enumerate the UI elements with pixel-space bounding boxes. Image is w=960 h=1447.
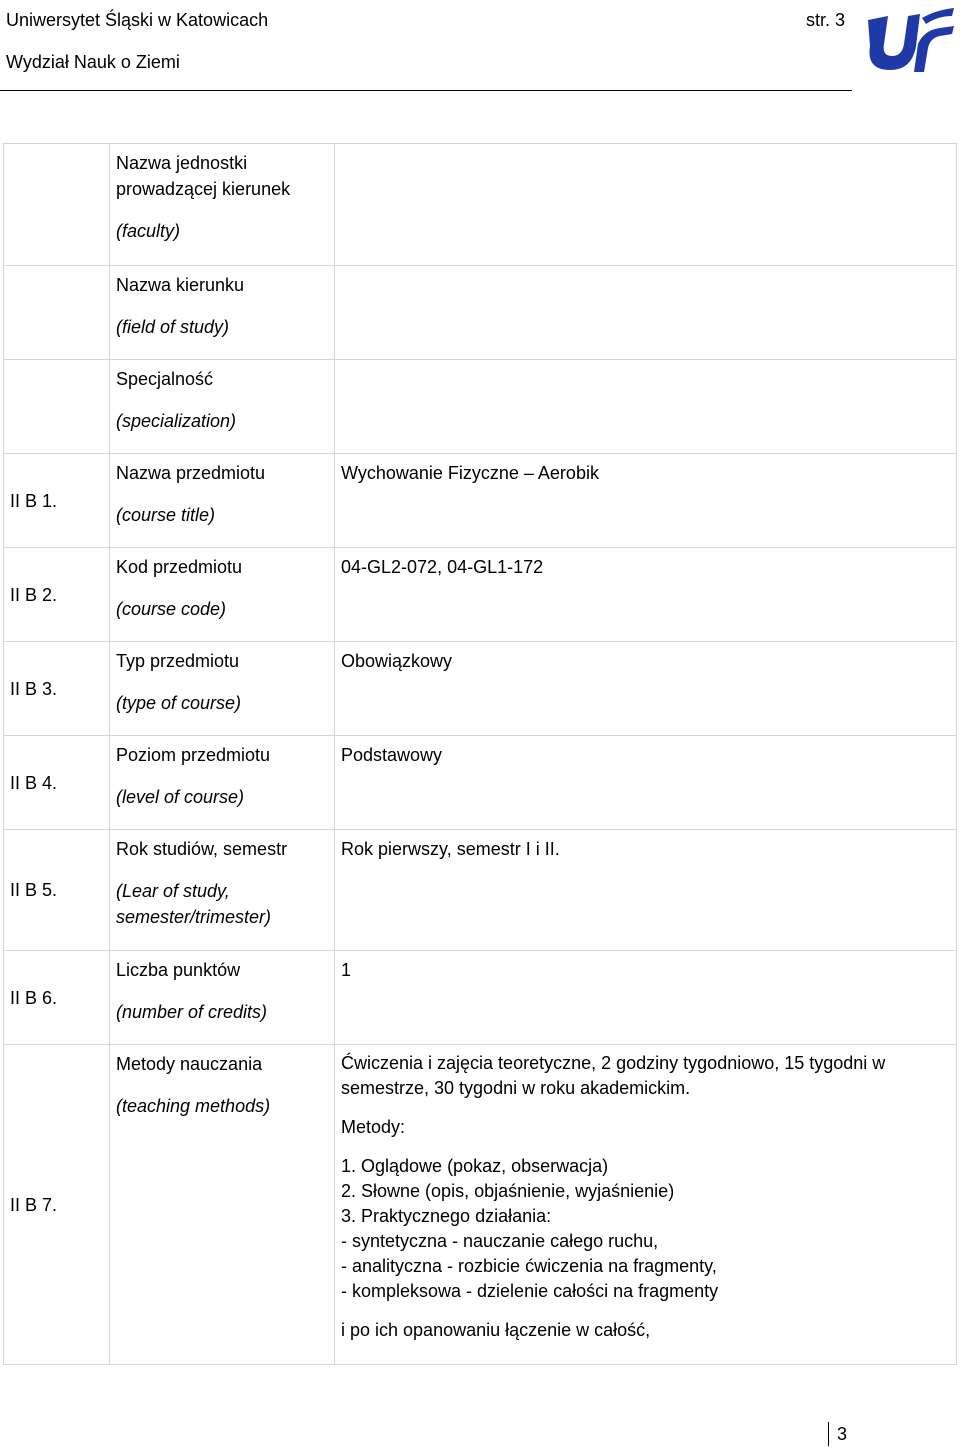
row-value: Obowiązkowy — [335, 642, 957, 736]
row-label: Typ przedmiotu — [116, 651, 240, 671]
row-value — [335, 266, 957, 360]
methods-list — [341, 1154, 950, 1304]
methods-closing: i po ich opanowaniu łączenie w całość, — [341, 1320, 651, 1340]
row-label: Metody nauczania — [116, 1054, 263, 1074]
row-value: Rok pierwszy, semestr I i II. — [335, 830, 957, 951]
row-number — [4, 266, 110, 360]
list-item: - kompleksowa - dzielenie całości na fragmenty — [341, 1281, 719, 1301]
row-number: II B 4. — [4, 736, 110, 830]
row-sublabel: (course title) — [116, 505, 216, 525]
row-label: Nazwa przedmiotu — [116, 463, 266, 483]
header-rule — [0, 90, 852, 91]
row-number: II B 1. — [4, 454, 110, 548]
row-number: II B 5. — [4, 830, 110, 951]
row-number — [4, 144, 110, 266]
course-table — [3, 143, 957, 1365]
row-number: II B 2. — [4, 548, 110, 642]
row-label-cell — [110, 951, 335, 1045]
row-label: Nazwa kierunku — [116, 275, 245, 295]
row-value: 1 — [335, 951, 957, 1045]
row-label-cell — [110, 144, 335, 266]
list-item: 2. Słowne (opis, objaśnienie, wyjaśnienie) — [341, 1181, 675, 1201]
row-label-cell — [110, 548, 335, 642]
table-row — [4, 1045, 957, 1365]
faculty-name: Wydział Nauk o Ziemi — [6, 52, 180, 72]
row-sublabel: (teaching methods) — [116, 1096, 271, 1116]
table-row — [4, 736, 957, 830]
row-value — [335, 144, 957, 266]
footer-page-number: 3 — [828, 1422, 847, 1446]
page-label: str. 3 — [806, 10, 846, 30]
row-label-cell — [110, 454, 335, 548]
us-logo-icon — [862, 4, 956, 76]
table-row — [4, 454, 957, 548]
row-sublabel: (Lear of study, semester/trimester) — [116, 881, 272, 927]
row-label: Nazwa jednostki prowadzącej kierunek — [116, 153, 291, 199]
university-name: Uniwersytet Śląski w Katowicach — [6, 10, 269, 30]
row-number: II B 7. — [4, 1045, 110, 1365]
row-label: Rok studiów, semestr — [116, 839, 288, 859]
row-value — [335, 360, 957, 454]
row-number — [4, 360, 110, 454]
row-label-cell — [110, 736, 335, 830]
table-row — [4, 548, 957, 642]
row-value: Podstawowy — [335, 736, 957, 830]
row-number: II B 3. — [4, 642, 110, 736]
methods-intro: Ćwiczenia i zajęcia teoretyczne, 2 godziny tygodniowo, 15 tygodni w semestrze, 30 tygodni w roku akademickim. — [341, 1053, 886, 1098]
row-label: Poziom przedmiotu — [116, 745, 271, 765]
list-item: 1. Oglądowe (pokaz, obserwacja) — [341, 1156, 609, 1176]
row-value: 04-GL2-072, 04-GL1-172 — [335, 548, 957, 642]
methods-heading: Metody: — [341, 1117, 406, 1137]
row-label: Liczba punktów — [116, 960, 241, 980]
row-sublabel: (specialization) — [116, 411, 237, 431]
row-label-cell — [110, 830, 335, 951]
row-label: Kod przedmiotu — [116, 557, 243, 577]
table-row — [4, 360, 957, 454]
list-item: 3. Praktycznego działania: — [341, 1206, 552, 1226]
row-label-cell — [110, 360, 335, 454]
row-sublabel: (number of credits) — [116, 1002, 268, 1022]
row-sublabel: (course code) — [116, 599, 227, 619]
row-label-cell — [110, 642, 335, 736]
row-label: Specjalność — [116, 369, 214, 389]
table-row — [4, 642, 957, 736]
row-sublabel: (faculty) — [116, 221, 181, 241]
table-row — [4, 144, 957, 266]
table-row — [4, 830, 957, 951]
list-item: - analityczna - rozbicie ćwiczenia na fragmenty, — [341, 1256, 717, 1276]
row-label-cell — [110, 266, 335, 360]
row-sublabel: (type of course) — [116, 693, 242, 713]
row-number: II B 6. — [4, 951, 110, 1045]
row-value: Wychowanie Fizyczne – Aerobik — [335, 454, 957, 548]
row-label-cell — [110, 1045, 335, 1365]
table-row — [4, 266, 957, 360]
row-sublabel: (level of course) — [116, 787, 245, 807]
row-sublabel: (field of study) — [116, 317, 230, 337]
methods-cell — [335, 1045, 957, 1365]
list-item: - syntetyczna - nauczanie całego ruchu, — [341, 1231, 659, 1251]
table-row — [4, 951, 957, 1045]
